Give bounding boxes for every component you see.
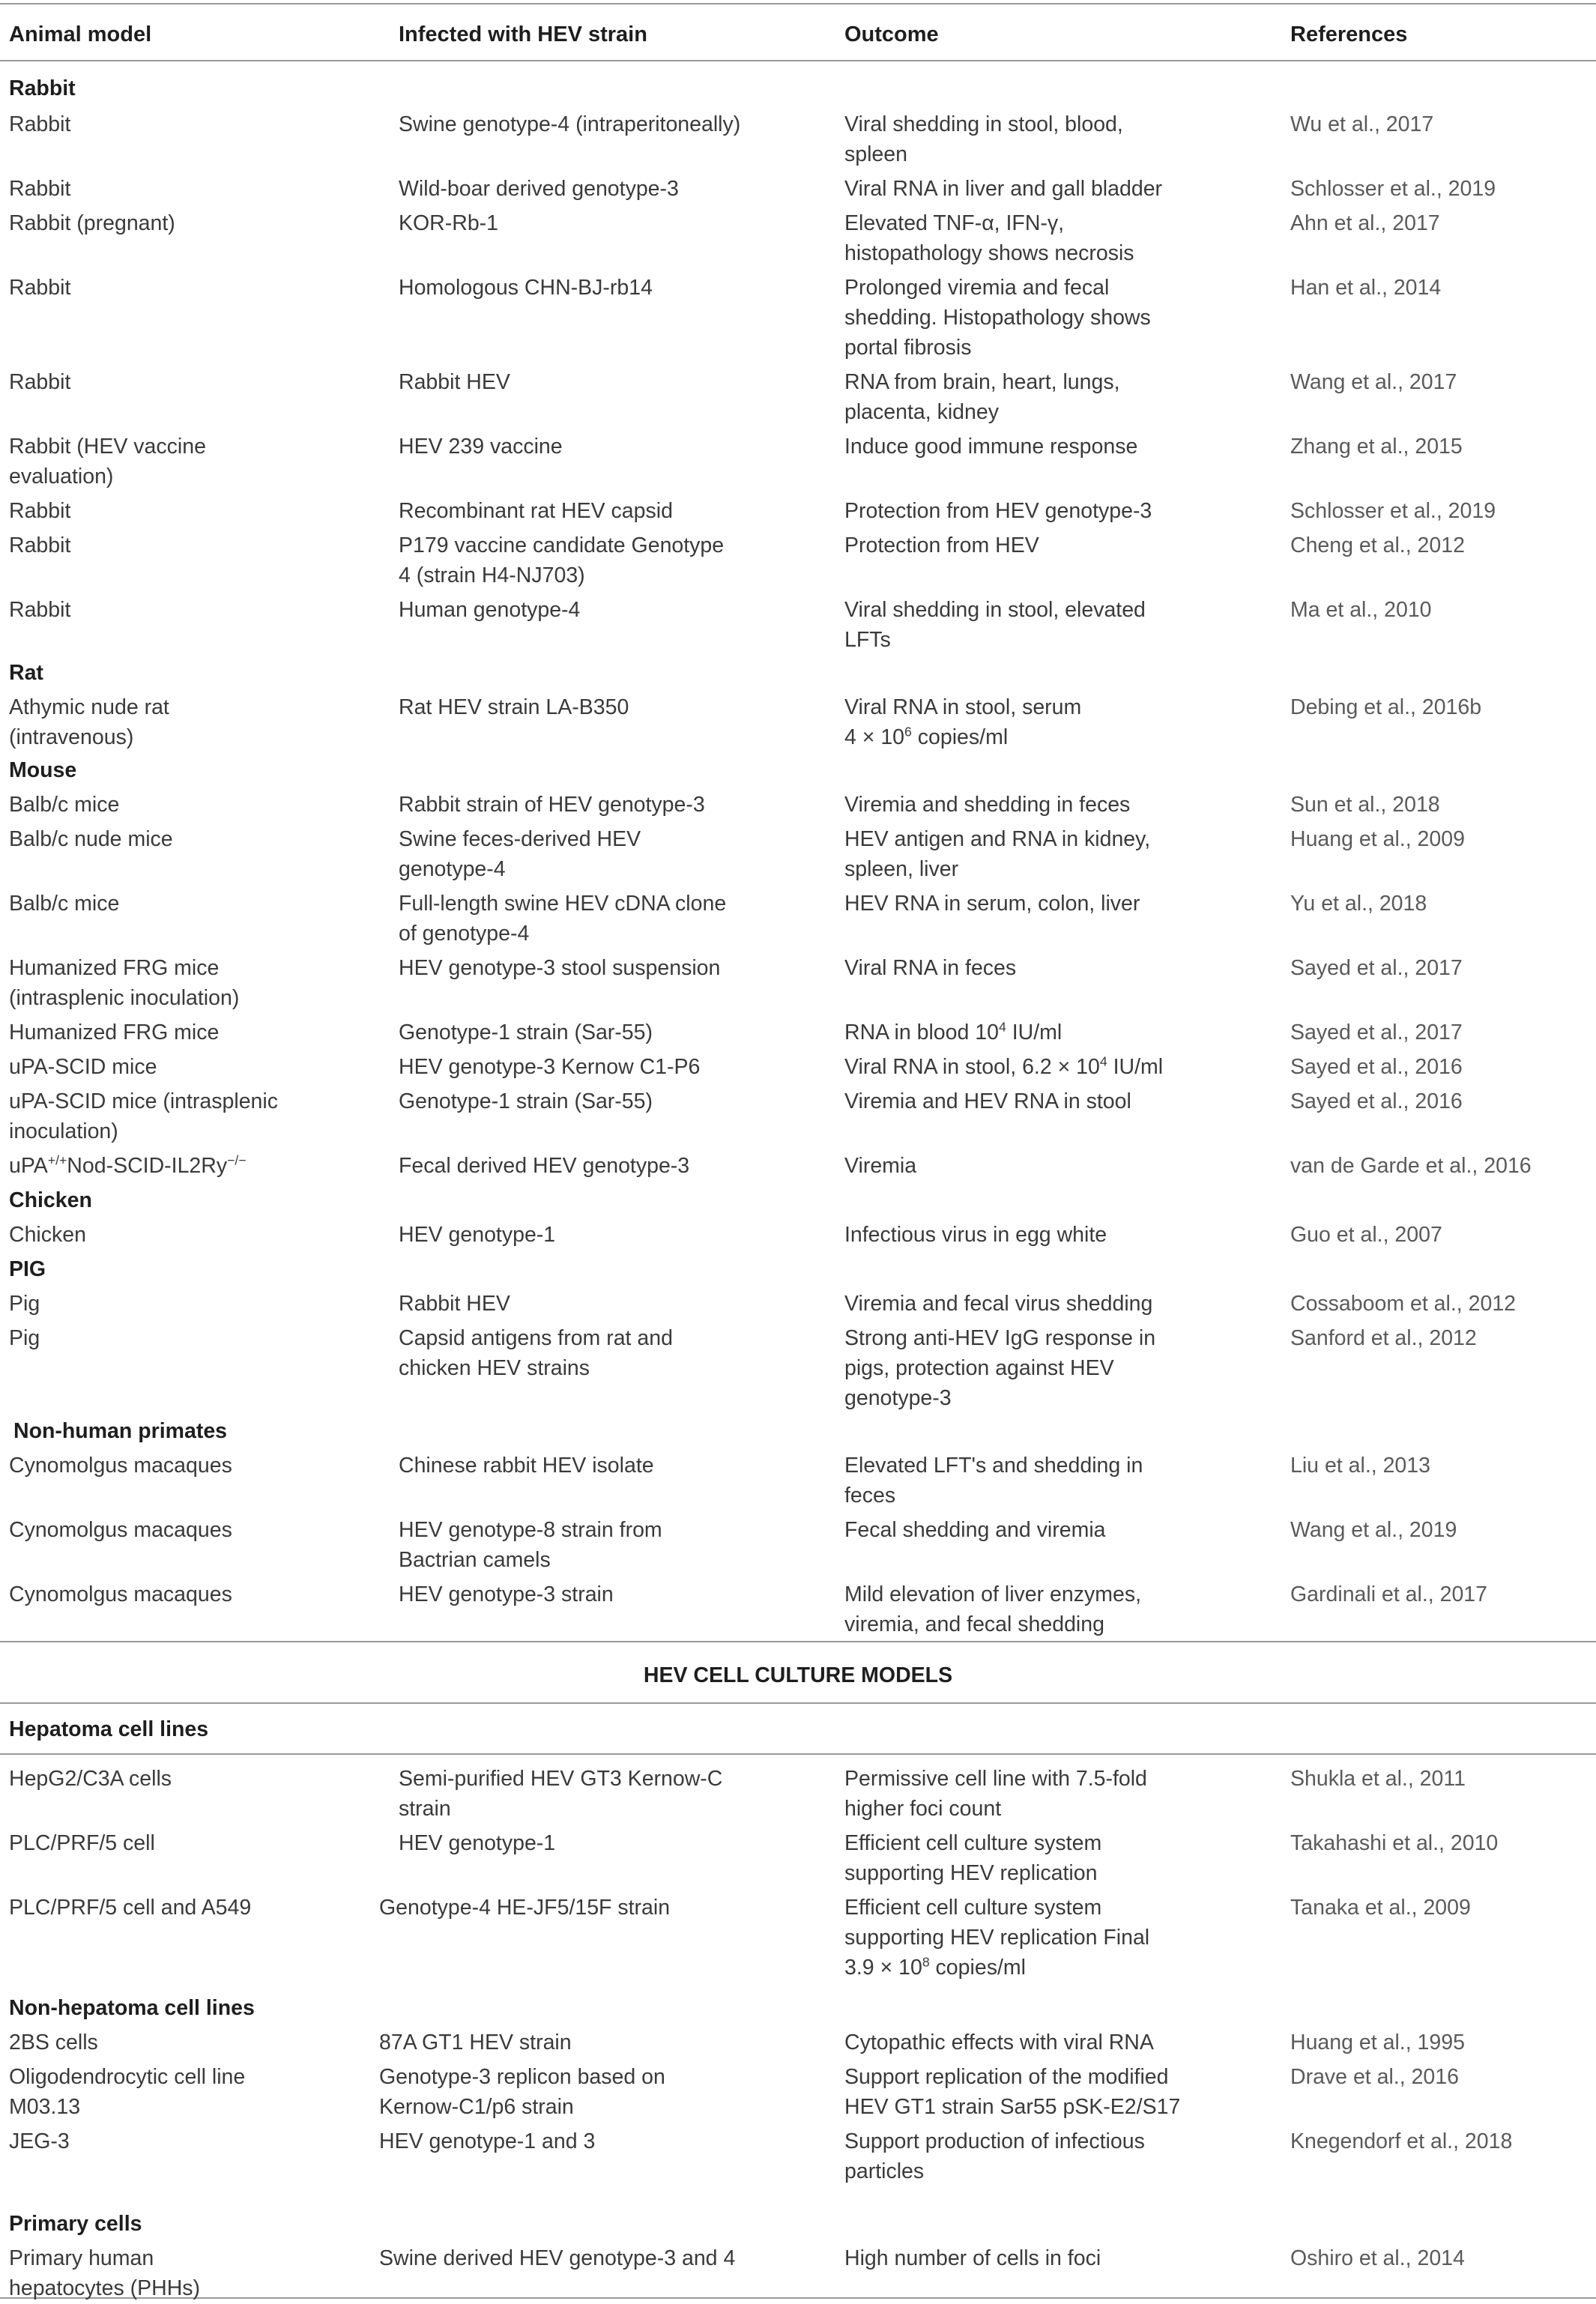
cell-outcome: Support production of infectious particles [844,2129,1145,2183]
cell-animal-model: 2BS cells [9,2031,98,2054]
cell-animal-model: Humanized FRG mice [9,1021,220,1044]
cell-reference: Sun et al., 2018 [1290,793,1440,817]
cell-strain: Capsid antigens from rat and chicken HEV strains [399,1326,673,1380]
cell-outcome: Viral RNA in stool, $6.2 \times 10^4$ IU/ml [844,1053,1164,1079]
cell-reference: Huang et al., 1995 [1290,2031,1465,2054]
cell-strain: Genotype-3 replicon based on Kernow-C1/p6 strain [379,2065,665,2119]
cell-reference: Sayed et al., 2017 [1290,1021,1463,1044]
cell-animal-model: Rabbit [9,112,71,136]
section-primary-cells: Primary cells [9,2212,142,2236]
cell-reference: Ma et al., 2010 [1290,598,1432,622]
cell-strain: Swine derived HEV genotype-3 and 4 [379,2246,736,2270]
cell-animal-model: Balb/c nude mice [9,827,173,851]
cell-outcome: HEV antigen and RNA in kidney, spleen, liver [844,827,1151,881]
cell-outcome: Viremia [844,1154,917,1178]
cell-reference: Han et al., 2014 [1290,276,1442,300]
cell-outcome: Cytopathic effects with viral RNA [844,2031,1154,2054]
cell-strain: Recombinant rat HEV capsid [399,499,673,523]
cell-reference: Schlosser et al., 2019 [1290,177,1496,201]
header-strain: Infected with HEV strain [399,22,647,46]
cell-reference: Guo et al., 2007 [1290,1223,1442,1247]
cell-animal-model: Athymic nude rat (intravenous) [9,695,169,749]
cell-strain: Homologous CHN-BJ-rb14 [399,276,653,300]
cell-strain: Rabbit HEV [399,1292,510,1316]
cell-outcome: Support replication of the modified HEV GT1 strain Sar55 pSK-E2/S17 [844,2065,1181,2119]
cell-outcome: Viremia and HEV RNA in stool [844,1089,1131,1113]
cell-reference: Cheng et al., 2012 [1290,533,1465,557]
cell-animal-model: uPA-SCID mice (intrasplenic inoculation) [9,1089,278,1143]
cell-strain: Swine genotype-4 (intraperitoneally) [399,112,741,136]
cell-outcome: High number of cells in foci [844,2246,1101,2270]
cell-outcome: RNA from brain, heart, lungs, placenta, kidney [844,370,1120,424]
cell-reference: Wang et al., 2019 [1290,1518,1457,1542]
cell-animal-model: PLC/PRF/5 cell [9,1831,155,1855]
cell-strain: HEV genotype-1 [399,1831,556,1855]
cell-reference: Wang et al., 2017 [1290,370,1457,394]
cell-strain: Genotype-1 strain (Sar-55) [399,1021,653,1044]
header-bottom-rule [0,60,1596,61]
cell-strain: 87A GT1 HEV strain [379,2031,572,2054]
cell-strain: Genotype-1 strain (Sar-55) [399,1089,653,1113]
cell-animal-model: Cynomolgus macaques [9,1582,232,1606]
cell-reference: Tanaka et al., 2009 [1290,1896,1471,1920]
cell-outcome: Elevated LFT's and shedding in feces [844,1454,1143,1508]
cell-outcome: Viremia and fecal virus shedding [844,1292,1153,1316]
cell-outcome: Prolonged viremia and fecal shedding. Histopathology shows portal fibrosis [844,276,1151,360]
cell-strain: Human genotype-4 [399,598,581,622]
cell-strain: Rat HEV strain LA-B350 [399,695,629,719]
cell-reference: Shukla et al., 2011 [1290,1767,1466,1791]
header-outcome: Outcome [844,22,939,46]
cell-reference: Sayed et al., 2017 [1290,956,1463,980]
cell-outcome: Fecal shedding and viremia [844,1518,1106,1542]
cell-animal-model: Rabbit (pregnant) [9,211,175,235]
cell-strain: P179 vaccine candidate Genotype 4 (strain H4-NJ703) [399,533,725,587]
cell-culture-title: HEV CELL CULTURE MODELS [643,1663,953,1687]
cell-animal-model: uPA-SCID mice [9,1055,157,1079]
cell-outcome: Efficient cell culture system supporting HEV replication [844,1831,1102,1885]
cell-reference: Cossaboom et al., 2012 [1290,1292,1517,1316]
cell-reference: Oshiro et al., 2014 [1290,2246,1465,2270]
cell-animal-model: Rabbit [9,370,71,394]
cell-strain: HEV genotype-1 and 3 [379,2129,596,2153]
cell-animal-model: Rabbit [9,276,71,300]
cell-reference: Huang et al., 2009 [1290,827,1465,851]
cell-animal-model: Chicken [9,1223,86,1247]
cell-strain: KOR-Rb-1 [399,211,499,235]
cell-reference: Takahashi et al., 2010 [1290,1831,1499,1855]
section-chicken: Chicken [9,1188,92,1212]
section-mouse: Mouse [9,758,77,782]
cell-strain: Wild-boar derived genotype-3 [399,177,679,201]
cell-outcome: Viral RNA in stool, serum $4 \times 10^6$ copies/ml [844,695,1082,749]
cell-outcome: Viral shedding in stool, elevated LFTs [844,598,1146,652]
cell-reference: Sayed et al., 2016 [1290,1089,1463,1113]
cell-animal-model: Oligodendrocytic cell line M03.13 [9,2065,246,2119]
cell-reference: Wu et al., 2017 [1290,112,1434,136]
cell-reference: Zhang et al., 2015 [1290,435,1463,459]
cell-outcome: RNA in blood $10^4$ IU/ml [844,1019,1063,1044]
header-animal-model: Animal model [9,22,152,46]
cell-reference: Ahn et al., 2017 [1290,211,1440,235]
cell-animal-model: Pig [9,1326,40,1350]
cell-animal-model: Rabbit (HEV vaccine evaluation) [9,435,206,489]
cell-strain: HEV genotype-3 strain [399,1582,614,1606]
cell-strain: HEV genotype-3 stool suspension [399,956,721,980]
cell-animal-model: Rabbit [9,177,71,201]
header-references: References [1290,22,1408,46]
cell-outcome: Permissive cell line with 7.5-fold higher foci count [844,1767,1147,1821]
cell-reference: Liu et al., 2013 [1290,1454,1430,1478]
cell-reference: Drave et al., 2016 [1290,2065,1459,2089]
section-pig: PIG [9,1257,46,1281]
cell-animal-model: JEG-3 [9,2129,70,2153]
cell-reference: Sanford et al., 2012 [1290,1326,1477,1350]
cell-strain: HEV genotype-1 [399,1223,556,1247]
cell-outcome: Viral RNA in feces [844,956,1017,980]
cell-reference: van de Garde et al., 2016 [1290,1154,1532,1178]
cell-reference: Knegendorf et al., 2018 [1290,2129,1513,2153]
cell-strain: HEV genotype-3 Kernow C1-P6 [399,1055,701,1079]
cell-strain: Genotype-4 HE-JF5/15F strain [379,1896,671,1920]
cell-animal-model: Cynomolgus macaques [9,1454,232,1478]
cell-reference: Debing et al., 2016b [1290,695,1482,719]
cell-strain: Rabbit strain of HEV genotype-3 [399,793,705,817]
cell-animal-model: PLC/PRF/5 cell and A549 [9,1896,252,1920]
cell-animal-model: Humanized FRG mice (intrasplenic inoculation) [9,956,240,1010]
cell-strain: Fecal derived HEV genotype-3 [399,1154,690,1178]
cell-reference: Schlosser et al., 2019 [1290,499,1496,523]
cell-strain: HEV 239 vaccine [399,435,563,459]
cell-animal-model: Cynomolgus macaques [9,1518,232,1542]
cell-animal-model: Rabbit [9,499,71,523]
cell-outcome: Infectious virus in egg white [844,1223,1107,1247]
cell-animal-model: Rabbit [9,598,71,622]
hepatoma-bottom-rule [0,1753,1596,1755]
cell-culture-top-rule [0,1641,1596,1642]
cell-reference: Yu et al., 2018 [1290,892,1427,916]
cell-outcome: Protection from HEV genotype-3 [844,499,1152,523]
cell-animal-model: uPA+/+Nod-SCID-IL2Ry−/− [9,1152,247,1178]
cell-outcome: HEV RNA in serum, colon, liver [844,892,1140,916]
cell-strain: Swine feces-derived HEV genotype-4 [399,827,641,881]
cell-outcome: Viremia and shedding in feces [844,793,1131,817]
cell-animal-model: Balb/c mice [9,892,120,916]
cell-outcome: Strong anti-HEV IgG response in pigs, protection against HEV genotype-3 [844,1326,1156,1410]
cell-animal-model: Primary human hepatocytes (PHHs) [9,2246,201,2300]
cell-strain: Semi-purified HEV GT3 Kernow-C strain [399,1767,723,1821]
section-rat: Rat [9,661,43,685]
cell-strain: Rabbit HEV [399,370,510,394]
section-rabbit: Rabbit [9,76,76,100]
cell-strain: HEV genotype-8 strain from Bactrian camels [399,1518,662,1572]
section-non-hepatoma: Non-hepatoma cell lines [9,1996,255,2020]
cell-outcome: Elevated TNF-α, IFN-γ, histopathology shows necrosis [844,211,1134,265]
cell-strain: Chinese rabbit HEV isolate [399,1454,654,1478]
cell-culture-bottom-rule [0,1702,1596,1704]
cell-outcome: Induce good immune response [844,435,1138,459]
cell-outcome: Protection from HEV [844,533,1039,557]
cell-outcome: Efficient cell culture system supporting HEV replication Final $3.9 \times 10^8$ copies/ml [844,1896,1150,1980]
cell-outcome: Viral shedding in stool, blood, spleen [844,112,1123,166]
cell-outcome: Mild elevation of liver enzymes, viremia, and fecal shedding [844,1582,1141,1636]
section-hepatoma: Hepatoma cell lines [9,1717,209,1741]
cell-animal-model: Pig [9,1292,40,1316]
cell-animal-model: Balb/c mice [9,793,120,817]
cell-reference: Sayed et al., 2016 [1290,1055,1463,1079]
cell-reference: Gardinali et al., 2017 [1290,1582,1487,1606]
cell-animal-model: Rabbit [9,533,71,557]
table-top-rule [0,3,1596,4]
section-primates: Non-human primates [13,1419,228,1443]
cell-outcome: Viral RNA in liver and gall bladder [844,177,1163,201]
cell-animal-model: HepG2/C3A cells [9,1767,172,1791]
cell-strain: Full-length swine HEV cDNA clone of genotype-4 [399,892,727,946]
